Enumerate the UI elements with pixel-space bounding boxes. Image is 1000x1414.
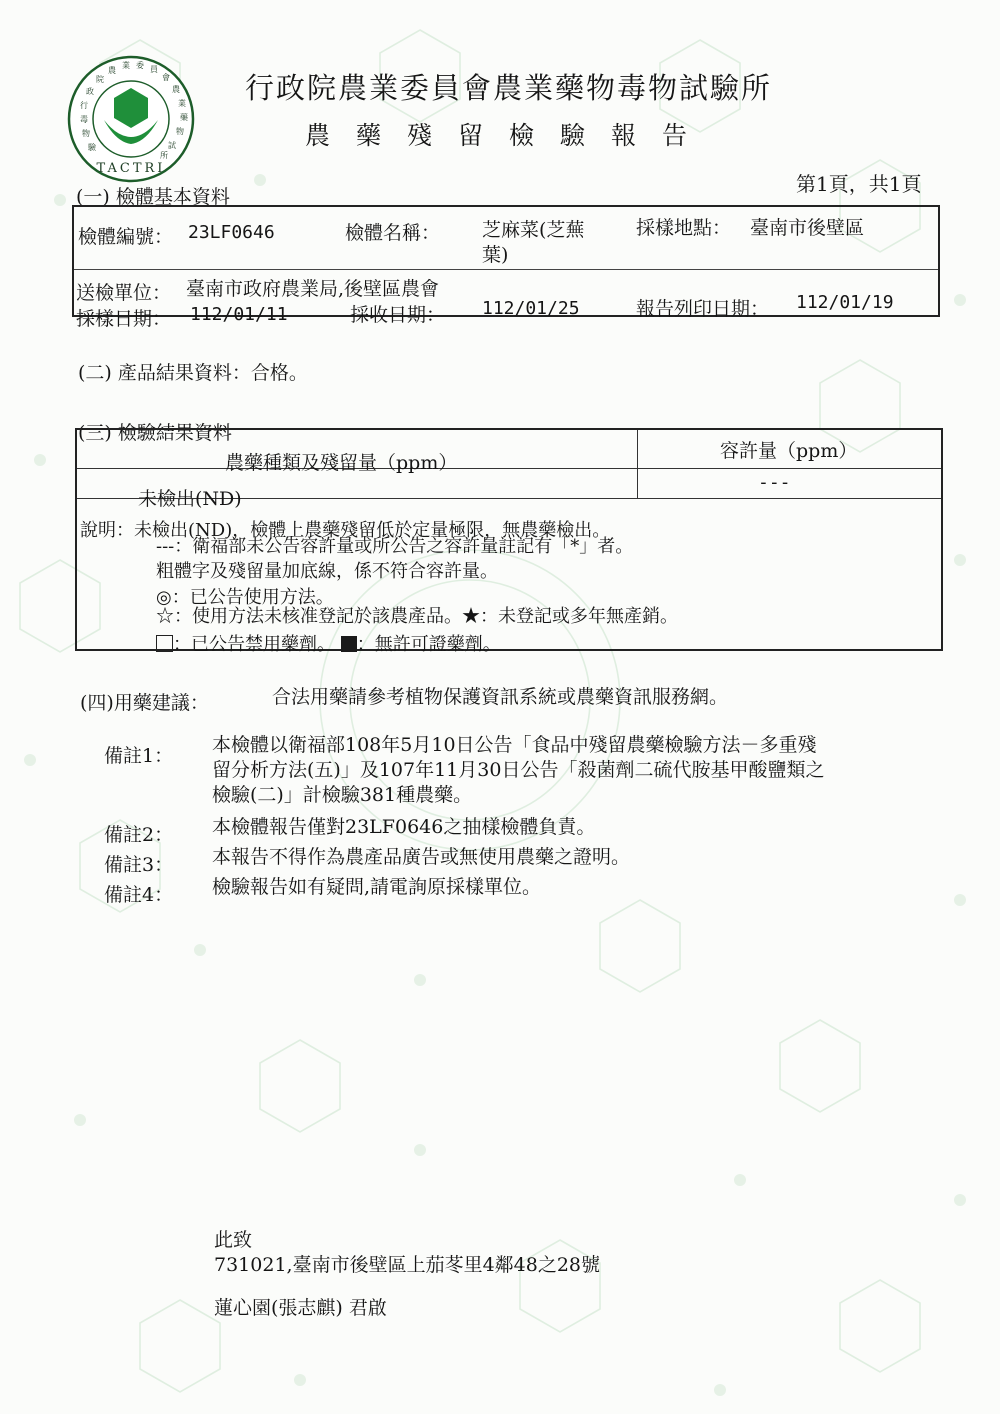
location-label: 採樣地點： [636,217,732,239]
outline-square-icon [156,635,173,652]
submitter: 臺南市政府農業局,後壁區農會 [186,278,440,300]
svg-text:試: 試 [168,141,176,150]
svg-text:農: 農 [108,66,116,75]
note-4-text: ：已公告使用方法。 [171,587,334,608]
remark-4-line-1: 檢驗報告如有疑問,請電詢原採樣單位。 [212,876,542,898]
svg-text:院: 院 [96,75,104,84]
remark-2-line-1: 本檢體報告僅對23LF0646之抽樣檢體負責。 [212,816,596,838]
submitter-label: 送檢單位： [76,282,172,304]
svg-text:業: 業 [122,61,130,70]
harvest-date: 112/01/25 [482,298,580,319]
report-title: 農藥殘留檢驗報告 [305,121,714,150]
address-line: 731021,臺南市後壁區上茄苳里4鄰48之28號 [214,1254,601,1276]
svg-text:藥: 藥 [180,113,188,122]
sampling-date: 112/01/11 [190,304,288,325]
sample-info-divider [74,269,938,270]
svg-text:委: 委 [136,61,144,70]
svg-text:政: 政 [86,87,94,96]
results-row1-col1: 未檢出(ND) [138,488,242,510]
remark-1-line-2: 留分析方法(五)」及107年11月30日公告「殺菌劑二硫代胺基甲酸鹽類之 [212,759,825,781]
recipient: 蓮心園(張志麒) 君啟 [214,1297,387,1319]
svg-text:所: 所 [160,151,168,160]
filled-square-icon [341,636,357,652]
results-row1-col2: --- [758,472,791,493]
print-date: 112/01/19 [796,292,894,313]
remark-3-label: 備註3： [104,854,174,876]
section4-label: (四)用藥建議： [80,692,209,714]
remark-2-label: 備註2： [104,824,174,846]
svg-text:會: 會 [162,73,170,82]
svg-text:物: 物 [82,129,90,138]
note-2: ---：衛福部未公告容許量或所公告之容許量註記有「*」者。 [156,536,634,557]
svg-text:驗: 驗 [88,143,96,152]
harvest-date-label: 採收日期： [350,304,446,326]
results-column-divider [637,430,638,498]
note-5 [156,602,678,628]
location: 臺南市後壁區 [750,217,865,239]
svg-text:農: 農 [172,85,180,94]
svg-text:員: 員 [150,65,158,74]
svg-text:物: 物 [176,127,184,136]
note-5b-text: ：未登記或多年無產銷。 [480,606,678,627]
sample-name-line2: 葉) [482,244,509,266]
print-date-label: 報告列印日期： [636,298,770,320]
results-col1-header: 農藥種類及殘留量（ppm） [225,452,458,474]
remark-1-line-3: 檢驗(二)」計檢驗381種農藥。 [212,784,473,806]
svg-text:毒: 毒 [80,115,88,124]
note-6b-text: ：無許可證藥劑。 [356,634,501,655]
note-6 [156,630,501,656]
svg-text:業: 業 [178,99,186,108]
remark-1-line-1: 本檢體以衛福部108年5月10日公告「食品中殘留農藥檢驗方法－多重殘 [212,734,817,756]
svg-text:行: 行 [80,101,88,110]
filled-star-icon: ★ [462,606,480,627]
note-5-text: ：使用方法未核准登記於該農產品。 [174,606,462,627]
remark-1-label: 備註1： [104,745,174,767]
section1-heading: (一) 檢體基本資料 [76,186,230,208]
tactri-logo-icon [66,54,196,184]
section4-text: 合法用藥請參考植物保護資訊系統或農藥資訊服務網。 [272,686,729,708]
remark-3-line-1: 本報告不得作為農產品廣告或無使用農藥之證明。 [212,846,631,868]
results-header-divider [77,468,941,469]
sample-name-line1: 芝麻菜(芝蕪 [482,219,585,241]
remark-4-label: 備註4： [104,884,174,906]
salutation: 此致 [214,1229,253,1251]
note-6-text: ：已公告禁用藥劑。 [173,634,335,655]
sampling-date-label: 採樣日期： [76,308,172,330]
section2-text: (二) 產品結果資料：合格。 [78,362,308,384]
section3-heading: (三) 檢驗結果資料 [78,422,232,444]
double-circle-icon: ◎ [156,587,172,608]
svg-text:TACTRI: TACTRI [96,161,166,176]
results-col2-header: 容許量（ppm） [720,440,858,462]
sample-no: 23LF0646 [188,222,275,243]
note-3: 粗體字及殘留量加底線，係不符合容許量。 [156,561,498,582]
sample-name-label: 檢體名稱： [345,222,441,244]
org-title: 行政院農業委員會農業藥物毒物試驗所 [245,71,773,105]
note-1: 說明：未檢出(ND)，檢體上農藥殘留低於定量極限，無農藥檢出。 [80,520,611,541]
outline-star-icon: ☆ [156,606,174,627]
page-info: 第1頁，共1頁 [796,172,922,196]
sample-no-label: 檢體編號： [78,226,174,248]
